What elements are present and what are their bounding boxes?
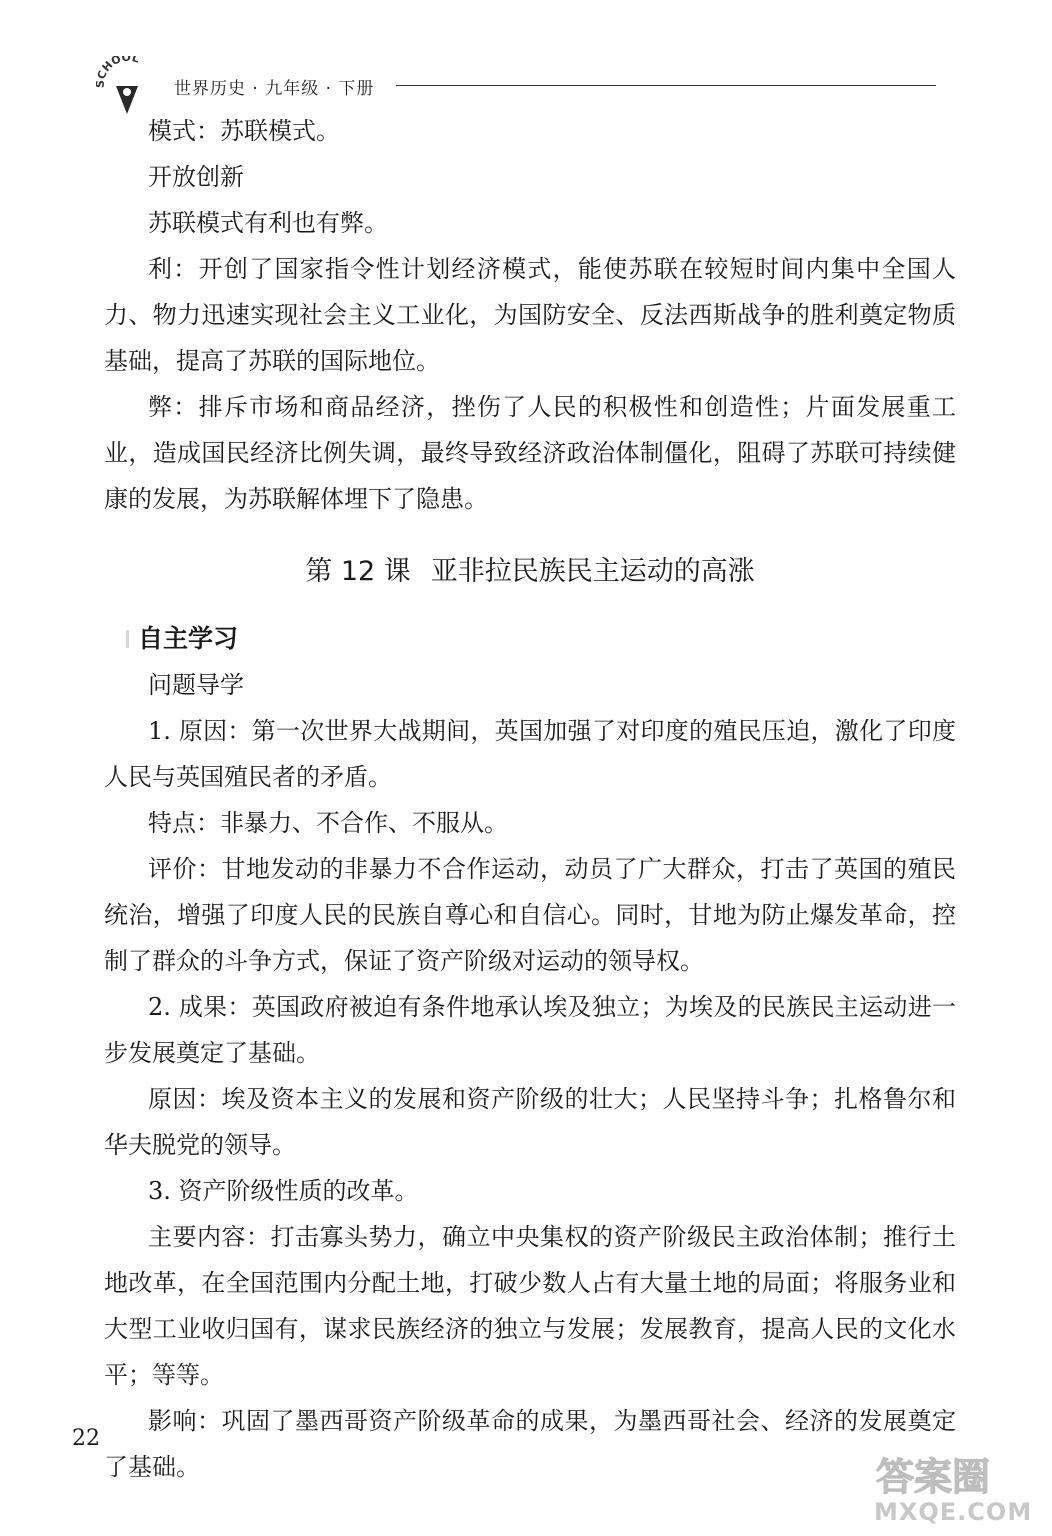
paragraph: 1. 原因：第一次世界大战期间，英国加强了对印度的殖民压迫，激化了印度人民与英国殖民者的矛盾。: [104, 717, 956, 791]
header-rule: [396, 85, 936, 86]
paragraph: 影响：巩固了墨西哥资产阶级革命的成果，为墨西哥社会、经济的发展奠定了基础。: [104, 1407, 956, 1481]
paragraph: 原因：埃及资本主义的发展和资产阶级的壮大；人民坚持斗争；扎格鲁尔和华夫脱党的领导。: [104, 1085, 956, 1159]
paragraph: 模式：苏联模式。: [148, 117, 340, 145]
logo-text: CHOOL: [96, 56, 141, 82]
paragraph: 苏联模式有利也有弊。: [148, 209, 388, 237]
watermark-text: 答案圈: [876, 1455, 991, 1498]
paragraph: 开放创新: [148, 163, 244, 191]
lesson-title: [104, 548, 956, 596]
paragraph: 3. 资产阶级性质的改革。: [148, 1177, 419, 1205]
header-title: 世界历史 · 九年级 · 下册: [174, 79, 375, 99]
lesson-number: 第 12 课: [305, 556, 411, 587]
paragraph: 主要内容：打击寡头势力，确立中央集权的资产阶级民主政治体制；推行土地改革，在全国范围内分配土地，打破少数人占有大量土地的局面；将服务业和大型工业收归国有，谋求民族经济的独立与发展；发展教育，提高人民的文化水平；等等。: [104, 1223, 956, 1389]
page-content: [104, 108, 956, 1490]
lesson-name: 亚非拉民族民主运动的高涨: [430, 556, 755, 587]
section-heading: [104, 616, 956, 662]
paragraph: 特点：非暴力、不合作、不服从。: [148, 809, 508, 837]
section-title: 自主学习: [138, 624, 239, 653]
paragraph: 2. 成果：英国政府被迫有条件地承认埃及独立；为埃及的民族民主运动进一步发展奠定了基础。: [104, 993, 956, 1067]
paragraph: 利：开创了国家指令性计划经济模式，能使苏联在较短时间内集中全国人力、物力迅速实现社会主义工业化，为国防安全、反法西斯战争的胜利奠定物质基础，提高了苏联的国际地位。: [104, 255, 956, 375]
paragraph: 问题导学: [148, 671, 244, 699]
section-marker-icon: [114, 630, 129, 648]
paragraph: 弊：排斥市场和商品经济，挫伤了人民的积极性和创造性；片面发展重工业，造成国民经济比例失调，最终导致经济政治体制僵化，阻碍了苏联可持续健康的发展，为苏联解体埋下了隐患。: [104, 393, 956, 513]
watermark: [874, 1452, 1044, 1530]
paragraph: 评价：甘地发动的非暴力不合作运动，动员了广大群众，打击了英国的殖民统治，增强了印度人民的民族自尊心和自信心。同时，甘地为防止爆发革命，控制了群众的斗争方式，保证了资产阶级对运动的领导权。: [104, 855, 956, 975]
watermark-url: MXQE.COM: [874, 1498, 1033, 1526]
watermark-logo-icon: [874, 1452, 1036, 1498]
svg-text:SCHOOL: [96, 56, 141, 88]
page-number: 22: [72, 1426, 100, 1451]
